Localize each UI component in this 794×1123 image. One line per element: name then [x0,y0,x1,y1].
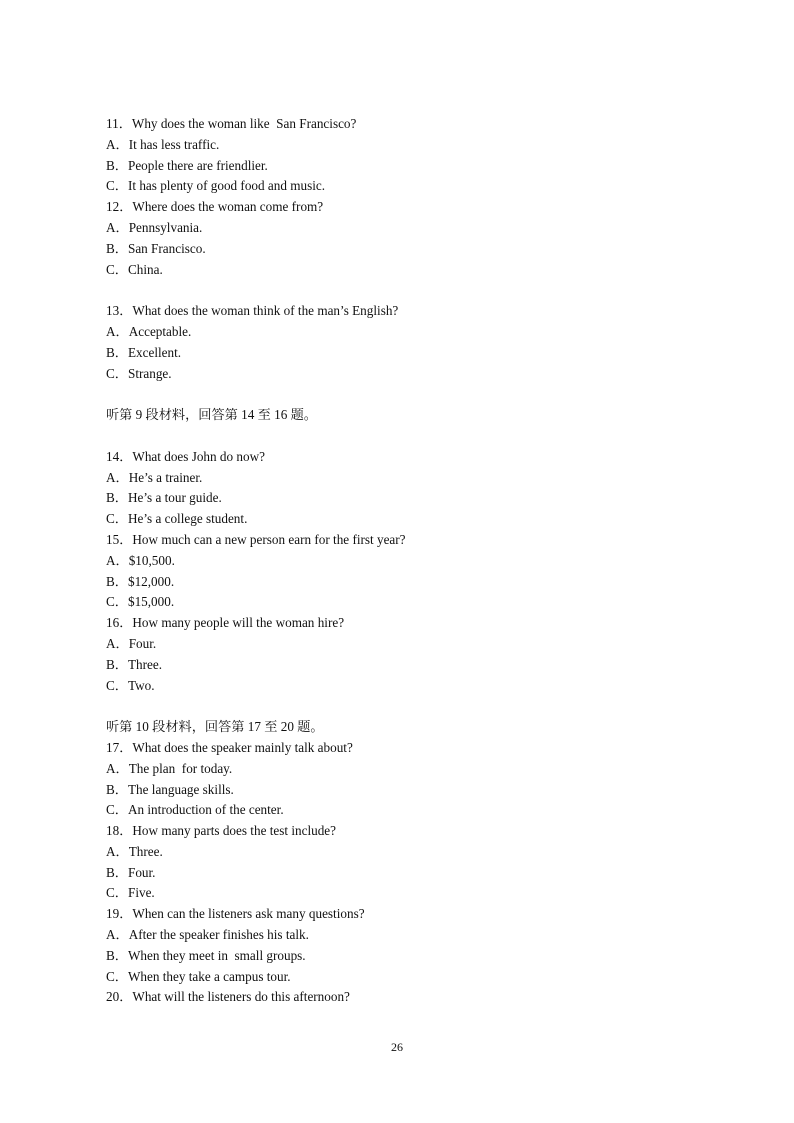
answer-option: A．Acceptable. [106,323,192,339]
blank-line [106,696,706,717]
answer-option: C．$15,000. [106,594,175,610]
question-line: 14．What does John do now? [106,448,265,464]
answer-option: C．An introduction of the center. [106,802,284,818]
document-body [106,114,706,1008]
answer-option: A．Four. [106,635,157,651]
answer-option: C．China. [106,261,163,277]
answer-option: A．Pennsylvania. [106,219,203,235]
answer-option: B．Three. [106,656,163,672]
section-instruction: 听第 9 段材料，回答第 14 至 16 题。 [106,407,317,423]
answer-option: C．He’s a college student. [106,511,248,527]
blank-line [106,426,706,447]
answer-option: A．The plan for today. [106,760,233,776]
answer-option: A．It has less traffic. [106,136,220,152]
answer-option: C．Two. [106,677,155,693]
answer-option: B．San Francisco. [106,240,206,256]
answer-option: C．When they take a campus tour. [106,968,291,984]
answer-option: B．Four. [106,864,156,880]
answer-option: A．After the speaker finishes his talk. [106,927,309,943]
answer-option: B．When they meet in small groups. [106,947,306,963]
answer-option: B．The language skills. [106,781,234,797]
question-line: 18．How many parts does the test include? [106,823,336,839]
blank-line [106,280,706,301]
answer-option: A．He’s a trainer. [106,469,203,485]
question-line: 19．When can the listeners ask many questions? [106,906,365,922]
section-instruction: 听第 10 段材料，回答第 17 至 20 题。 [106,719,324,735]
answer-option: A．Three. [106,843,163,859]
answer-option: A．$10,500. [106,552,175,568]
question-line: 13．What does the woman think of the man’s English? [106,303,399,319]
page-number: 26 [391,1040,403,1054]
answer-option: B．$12,000. [106,573,175,589]
question-line: 15．How much can a new person earn for the first year? [106,531,406,547]
blank-line [106,384,706,405]
answer-option: C．Five. [106,885,155,901]
question-line: 17．What does the speaker mainly talk about? [106,739,353,755]
answer-option: B．People there are friendlier. [106,157,268,173]
question-line: 16．How many people will the woman hire? [106,615,345,631]
question-line: 20．What will the listeners do this afternoon? [106,989,350,1005]
answer-option: B．He’s a tour guide. [106,490,222,506]
question-line: 12．Where does the woman come from? [106,199,324,215]
answer-option: B．Excellent. [106,344,182,360]
answer-option: C．It has plenty of good food and music. [106,178,326,194]
question-line: 11．Why does the woman like San Francisco? [106,116,357,131]
answer-option: C．Strange. [106,365,172,381]
